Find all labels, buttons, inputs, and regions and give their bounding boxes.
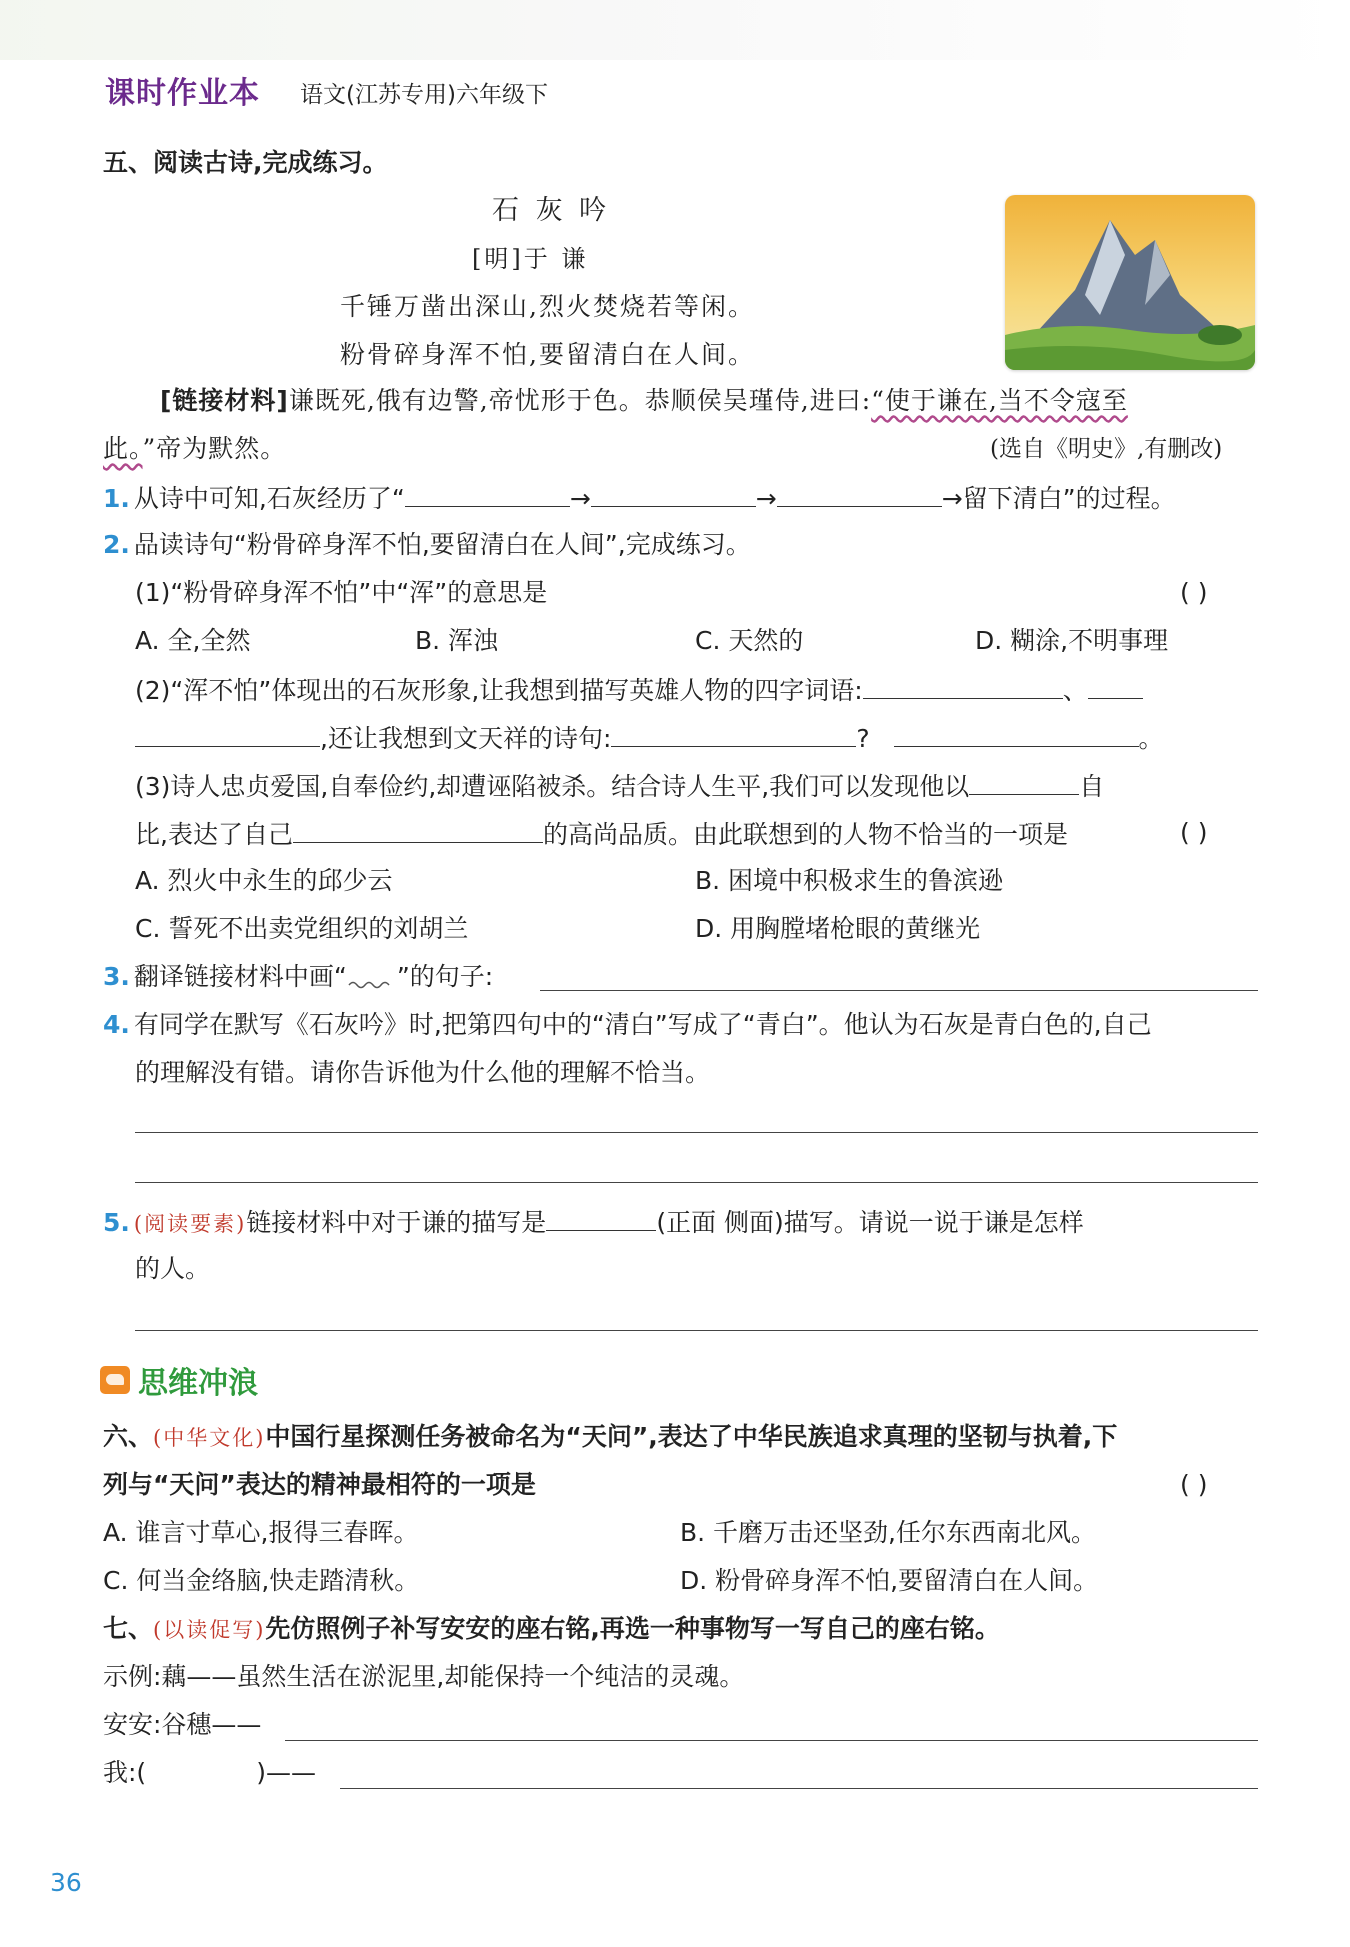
question-1-number: 1. bbox=[103, 484, 130, 513]
answer-blank[interactable] bbox=[611, 720, 856, 747]
question-5-text: 链接材料中对于谦的描写是 bbox=[246, 1208, 547, 1237]
thinking-section-title: 思维冲浪 bbox=[138, 1366, 258, 1401]
link-material-quote: “使于谦在,当不令寇至 bbox=[871, 386, 1128, 415]
question-3-text: 翻译链接材料中画“ bbox=[133, 962, 347, 991]
link-material-label: [链接材料] bbox=[160, 386, 289, 415]
answer-line[interactable] bbox=[285, 1740, 1258, 1741]
question-3 bbox=[103, 960, 493, 994]
question-2-text: 品读诗句“粉骨碎身浑不怕,要留清白在人间”,完成练习。 bbox=[133, 530, 751, 559]
question-2-3-zi: 自 bbox=[1079, 772, 1105, 801]
answer-line[interactable] bbox=[340, 1788, 1258, 1789]
answer-paren[interactable]: ( ) bbox=[1180, 578, 1208, 607]
answer-paren[interactable]: ( ) bbox=[1180, 818, 1208, 847]
poem-line-1: 千锤万凿出深山,烈火焚烧若等闲。 bbox=[340, 292, 755, 321]
link-material-text: 谦既死,俄有边警,帝忧形于色。恭顺侯吴瑾侍,进曰: bbox=[288, 386, 872, 415]
question-2-3-line-1 bbox=[135, 768, 1104, 804]
period: 。 bbox=[1138, 724, 1164, 753]
link-material-line-1 bbox=[160, 384, 1128, 418]
header-background bbox=[0, 0, 1350, 60]
section5-heading: 五、阅读古诗,完成练习。 bbox=[103, 148, 388, 177]
answer-line[interactable] bbox=[540, 990, 1258, 991]
section6-text: 中国行星探测任务被命名为“天问”,表达了中华民族追求真理的坚韧与执着,下 bbox=[265, 1422, 1118, 1451]
poem-line-2: 粉骨碎身浑不怕,要留清白在人间。 bbox=[340, 340, 755, 369]
section6-line-2: 列与“天问”表达的精神最相符的一项是 bbox=[103, 1470, 536, 1499]
link-material-quote-end: 此。 bbox=[103, 434, 143, 463]
question-4-number: 4. bbox=[103, 1010, 130, 1039]
answer-blank[interactable] bbox=[591, 480, 756, 507]
section7-example: 示例:藕——虽然生活在淤泥里,却能保持一个纯洁的灵魂。 bbox=[103, 1662, 745, 1691]
thinking-section-header bbox=[100, 1358, 258, 1402]
section6-tag: (中华文化) bbox=[153, 1426, 266, 1450]
section6-line-1 bbox=[103, 1420, 1117, 1455]
answer-blank[interactable] bbox=[894, 720, 1139, 747]
option-b: B. 浑浊 bbox=[415, 626, 499, 655]
question-3-number: 3. bbox=[103, 962, 130, 991]
answer-line[interactable] bbox=[135, 1132, 1258, 1133]
answer-paren[interactable]: ( ) bbox=[1180, 1470, 1208, 1499]
option-c: C. 何当金络脑,快走踏清秋。 bbox=[103, 1566, 420, 1595]
mountain-illustration bbox=[1005, 195, 1255, 370]
question-4-line-2: 的理解没有错。请你告诉他为什么他的理解不恰当。 bbox=[135, 1058, 711, 1087]
question-2-3-text-b: 比,表达了自己 bbox=[135, 820, 293, 849]
option-a: A. 全,全然 bbox=[135, 626, 251, 655]
question-2-2-line-1 bbox=[135, 672, 1143, 708]
section7-tag: (以读促写) bbox=[153, 1618, 266, 1642]
question-2-2-line-2 bbox=[135, 720, 1164, 756]
arrow: → bbox=[755, 484, 777, 513]
question-2-2-text-b: ,还让我想到文天祥的诗句: bbox=[320, 724, 612, 753]
question-1-text: 从诗中可知,石灰经历了“ bbox=[133, 484, 405, 513]
workbook-subtitle: 语文(江苏专用)六年级下 bbox=[300, 82, 548, 108]
question-mark: ? bbox=[856, 724, 870, 753]
option-d: D. 糊涂,不明事理 bbox=[975, 626, 1169, 655]
option-a: A. 烈火中永生的邱少云 bbox=[135, 866, 393, 895]
wave-icon bbox=[100, 1366, 130, 1394]
page-number: 36 bbox=[50, 1868, 82, 1897]
question-3-text-end: ”的句子: bbox=[396, 962, 494, 991]
question-2-3-text-c: 的高尚品质。由此联想到的人物不恰当的一项是 bbox=[542, 820, 1068, 849]
question-5-tag: (阅读要素) bbox=[133, 1212, 247, 1236]
question-5-line-1 bbox=[103, 1204, 1084, 1241]
option-b: B. 千磨万击还坚劲,任尔东西南北风。 bbox=[680, 1518, 1096, 1547]
section6-lead: 六、 bbox=[103, 1422, 154, 1451]
answer-blank[interactable] bbox=[863, 672, 1063, 699]
section7-line-1 bbox=[103, 1612, 1000, 1647]
option-d: D. 用胸膛堵枪眼的黄继光 bbox=[695, 914, 981, 943]
section7-me bbox=[103, 1756, 316, 1790]
poem-author: [明]于 谦 bbox=[472, 245, 589, 273]
option-c: C. 誓死不出卖党组织的刘胡兰 bbox=[135, 914, 469, 943]
answer-blank[interactable] bbox=[777, 480, 942, 507]
link-material-line-2 bbox=[103, 432, 286, 466]
question-1-text-end: →留下清白”的过程。 bbox=[941, 484, 1176, 513]
poem-title: 石 灰 吟 bbox=[492, 195, 611, 226]
option-d: D. 粉骨碎身浑不怕,要留清白在人间。 bbox=[680, 1566, 1099, 1595]
question-2-1: (1)“粉骨碎身浑不怕”中“浑”的意思是 bbox=[135, 578, 548, 607]
punctuation: 、 bbox=[1062, 676, 1088, 705]
section7-me-a: 我:( bbox=[103, 1758, 147, 1787]
arrow: → bbox=[569, 484, 591, 513]
question-2-3-line-2 bbox=[135, 816, 1068, 852]
answer-blank[interactable] bbox=[293, 816, 543, 843]
answer-line[interactable] bbox=[135, 1182, 1258, 1183]
answer-blank[interactable] bbox=[405, 480, 570, 507]
section7-text: 先仿照例子补写安安的座右铭,再选一种事物写一写自己的座右铭。 bbox=[265, 1614, 1000, 1643]
question-4-line-1 bbox=[103, 1008, 1152, 1042]
answer-line[interactable] bbox=[135, 1330, 1258, 1331]
question-5-number: 5. bbox=[103, 1208, 130, 1237]
section7-me-b: )—— bbox=[256, 1758, 316, 1787]
wavy-mark-icon bbox=[347, 965, 397, 985]
answer-blank[interactable] bbox=[135, 720, 320, 747]
question-2-number: 2. bbox=[103, 530, 130, 559]
question-4-text: 有同学在默写《石灰吟》时,把第四句中的“清白”写成了“青白”。他认为石灰是青白色的,自己 bbox=[133, 1010, 1152, 1039]
option-a: A. 谁言寸草心,报得三春晖。 bbox=[103, 1518, 419, 1547]
answer-blank[interactable] bbox=[969, 768, 1079, 795]
link-material-text-end: ”帝为默然。 bbox=[142, 434, 287, 463]
question-5-line-2: 的人。 bbox=[135, 1254, 211, 1283]
section7-anan: 安安:谷穗—— bbox=[103, 1710, 262, 1739]
question-2-2-text: (2)“浑不怕”体现出的石灰形象,让我想到描写英雄人物的四字词语: bbox=[135, 676, 863, 705]
question-1 bbox=[103, 480, 1176, 516]
link-material-source: (选自《明史》,有删改) bbox=[990, 436, 1223, 462]
option-c: C. 天然的 bbox=[695, 626, 804, 655]
question-2-3-text: (3)诗人忠贞爱国,自奉俭约,却遭诬陷被杀。结合诗人生平,我们可以发现他以 bbox=[135, 772, 970, 801]
question-2 bbox=[103, 528, 751, 562]
question-5-text-b: (正面 侧面)描写。请说一说于谦是怎样 bbox=[656, 1208, 1084, 1237]
answer-blank[interactable] bbox=[546, 1204, 656, 1231]
option-b: B. 困境中积极求生的鲁滨逊 bbox=[695, 866, 1004, 895]
workbook-title: 课时作业本 bbox=[105, 76, 260, 111]
answer-blank[interactable] bbox=[1088, 672, 1143, 699]
section7-lead: 七、 bbox=[103, 1614, 154, 1643]
